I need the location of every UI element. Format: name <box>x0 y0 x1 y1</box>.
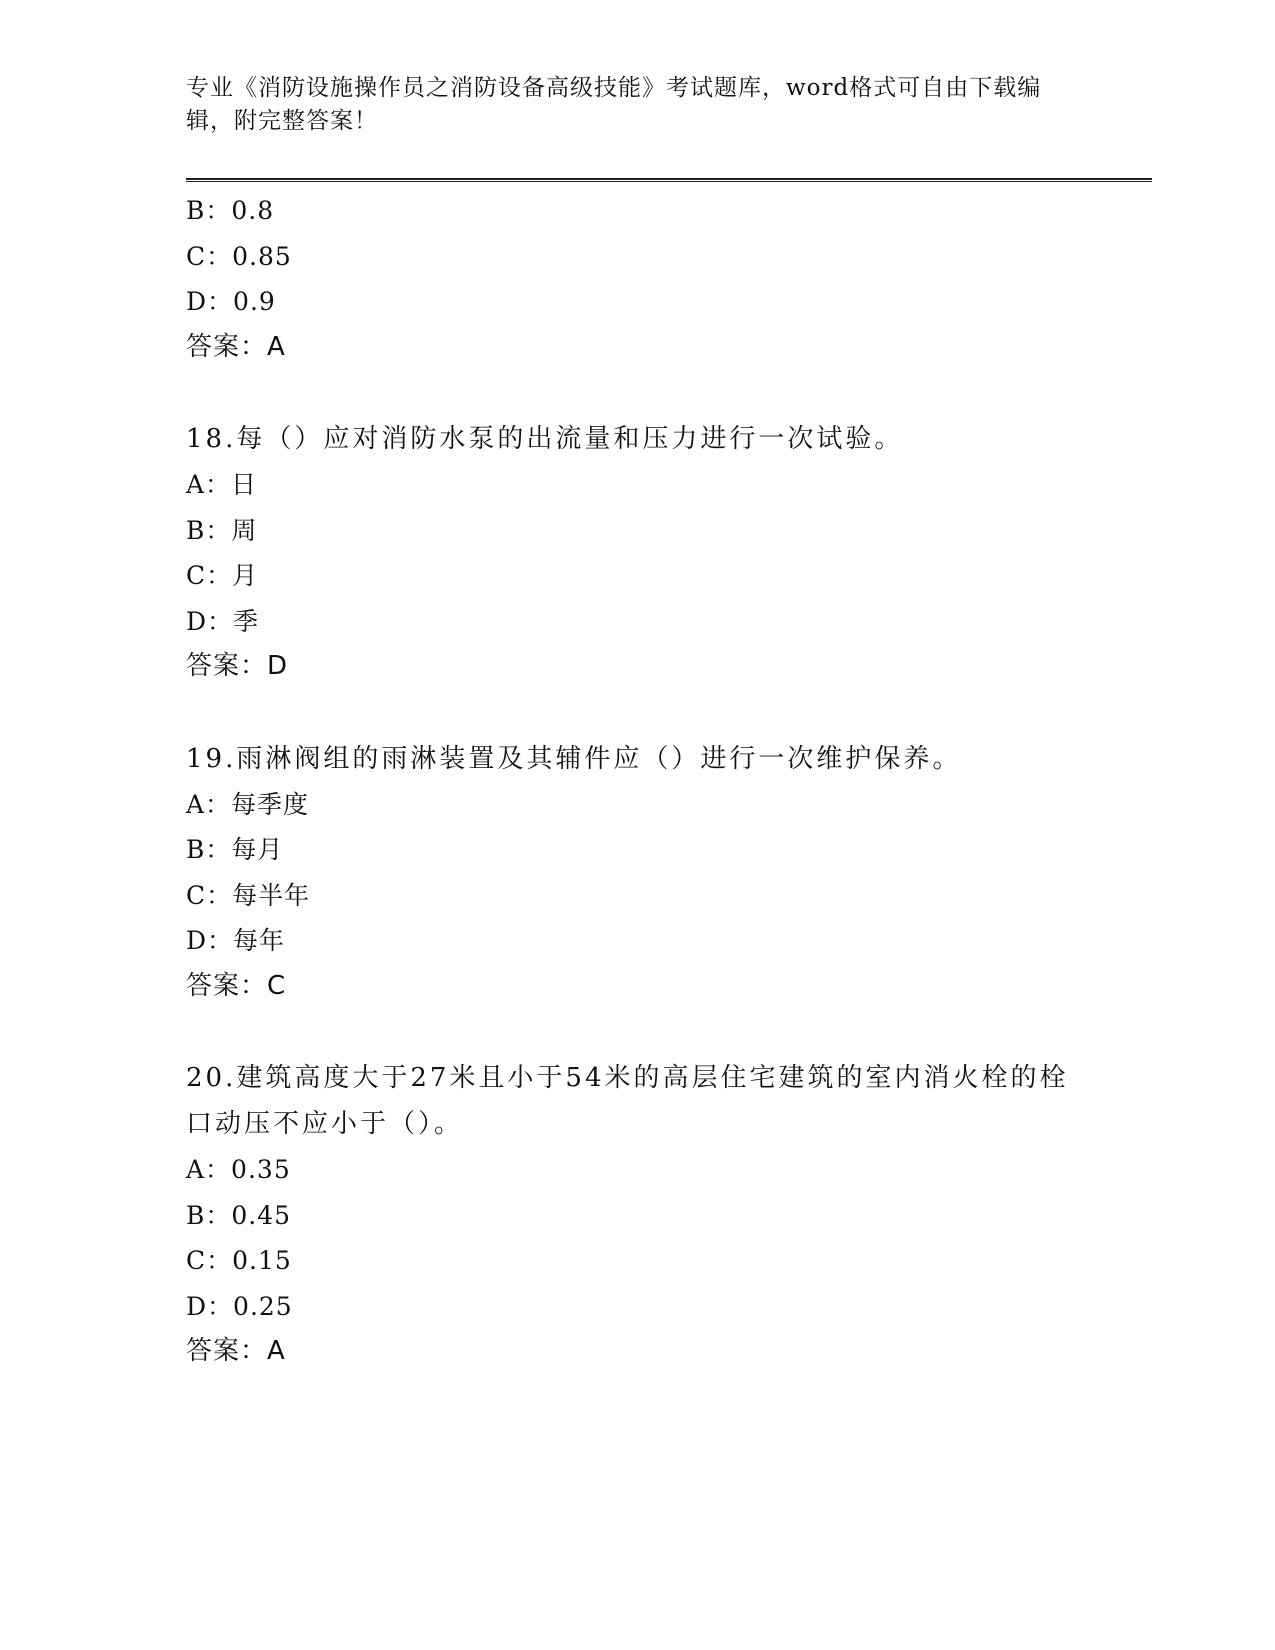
option-b: B：每月 <box>186 835 284 864</box>
option-c: C：月 <box>186 561 259 590</box>
option-c: C：每半年 <box>186 880 311 910</box>
question-spacing <box>186 1009 1086 1055</box>
option-d: D：季 <box>186 606 260 636</box>
option-b: B：周 <box>186 515 258 545</box>
question-19 <box>186 736 1086 1010</box>
question-stem: 19.雨淋阀组的雨淋装置及其辅件应（）进行一次维护保养。 <box>186 743 962 774</box>
question-stem: 20.建筑高度大于27米且小于54米的高层住宅建筑的室内消火栓的栓口动压不应小于（）。 <box>186 1063 1069 1139</box>
option-b: B：0.45 <box>186 1200 292 1230</box>
option-c: C：0.15 <box>186 1246 292 1275</box>
option-d: D：0.9 <box>186 287 276 316</box>
question-20 <box>186 1055 1086 1375</box>
question-stem: 18.每（）应对消防水泵的出流量和压力进行一次试验。 <box>186 424 904 454</box>
answer-line: 答案：A <box>186 331 286 362</box>
option-d: D：每年 <box>186 926 286 955</box>
previous-question-tail <box>186 188 1086 370</box>
option-b: B：0.8 <box>186 196 275 225</box>
header-text: 专业《消防设施操作员之消防设备高级技能》考试题库，word格式可自由下载编辑，附完整答案！ <box>186 75 1042 134</box>
option-a: A：每季度 <box>186 789 310 819</box>
answer-line: 答案：D <box>186 651 289 681</box>
answer-line: 答案：A <box>186 1336 286 1366</box>
option-d: D：0.25 <box>186 1291 293 1321</box>
question-spacing <box>186 370 1086 416</box>
option-c: C：0.85 <box>186 241 292 271</box>
document-header <box>186 72 1086 138</box>
option-a: A：日 <box>186 470 258 499</box>
question-18 <box>186 416 1086 690</box>
answer-line: 答案：C <box>186 970 287 1001</box>
option-a: A：0.35 <box>186 1155 291 1184</box>
question-content <box>186 188 1086 1375</box>
question-spacing <box>186 690 1086 736</box>
header-divider <box>186 178 1152 182</box>
